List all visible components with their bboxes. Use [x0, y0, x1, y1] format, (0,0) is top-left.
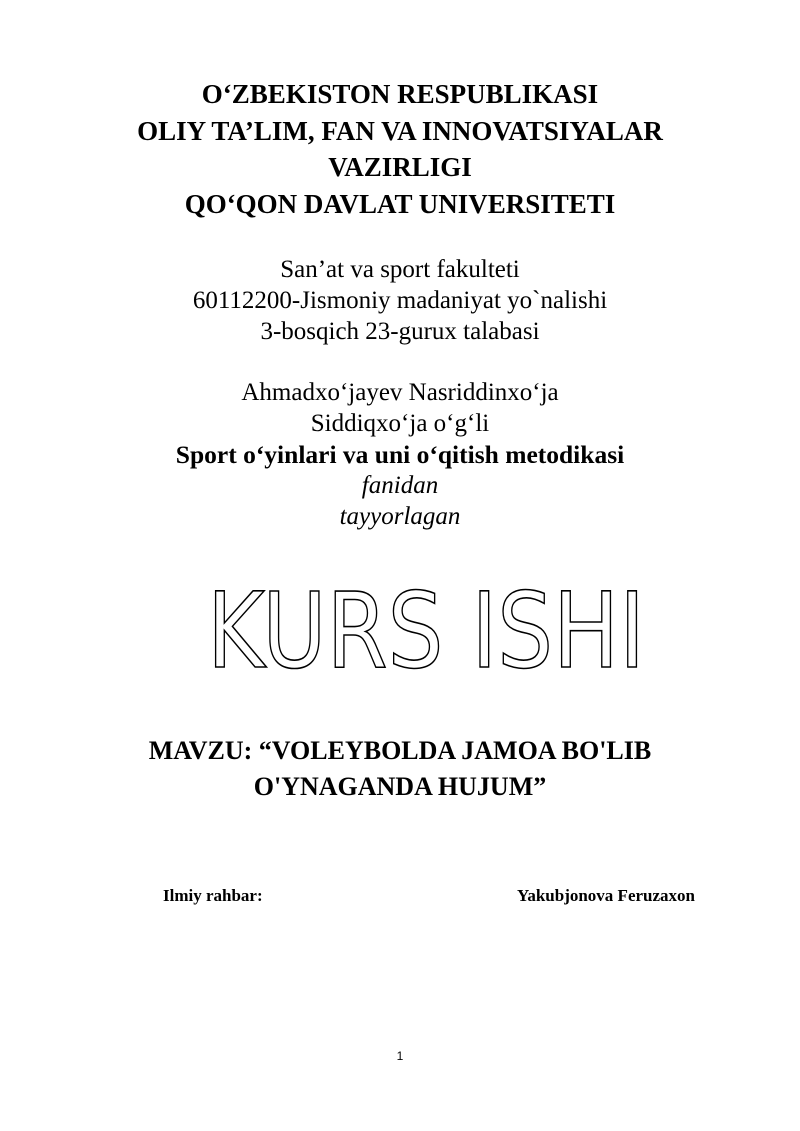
- specialty-line: 60112200-Jismoniy madaniyat yo`nalishi: [192, 287, 608, 314]
- faculty-name: San’at va sport fakulteti: [280, 256, 520, 283]
- page-number: 1: [396, 1049, 404, 1063]
- student-name-line1: Ahmadxo‘jayev Nasriddinxo‘ja: [241, 379, 559, 406]
- fanidan-text: fanidan: [361, 472, 439, 499]
- supervisor-name: Yakubjonova Feruzaxon: [516, 886, 695, 905]
- faculty-info: [0, 254, 800, 347]
- supervisor-label: Ilmiy rahbar:: [163, 886, 263, 905]
- ministry-header: [0, 76, 800, 222]
- header-line-university: QO‘QON DAVLAT UNIVERSITETI: [184, 188, 616, 219]
- topic-line2: O'YNAGANDA HUJUM”: [253, 772, 547, 801]
- supervisor-row: [0, 886, 800, 912]
- tayyorlagan-text: tayyorlagan: [339, 503, 461, 530]
- student-info: [0, 377, 800, 532]
- header-line-ministry: OLIY TA’LIM, FAN VA INNOVATSIYALAR: [137, 115, 663, 146]
- topic-line1: MAVZU: “VOLEYBOLDA JAMOA BO'LIB: [148, 736, 652, 765]
- document-type-text: KURS ISHI: [207, 575, 645, 685]
- topic-block: [0, 733, 800, 805]
- header-line-ministry-cont: VAZIRLIGI: [328, 152, 472, 182]
- subject-title: Sport o‘yinlari va uni o‘qitish metodikasi: [175, 440, 625, 469]
- student-name-line2: Siddiqxo‘ja o‘g‘li: [310, 410, 490, 437]
- document-type-title: [0, 575, 800, 685]
- header-line-country: O‘ZBEKISTON RESPUBLIKASI: [201, 79, 599, 109]
- group-line: 3-bosqich 23-gurux talabasi: [260, 318, 540, 345]
